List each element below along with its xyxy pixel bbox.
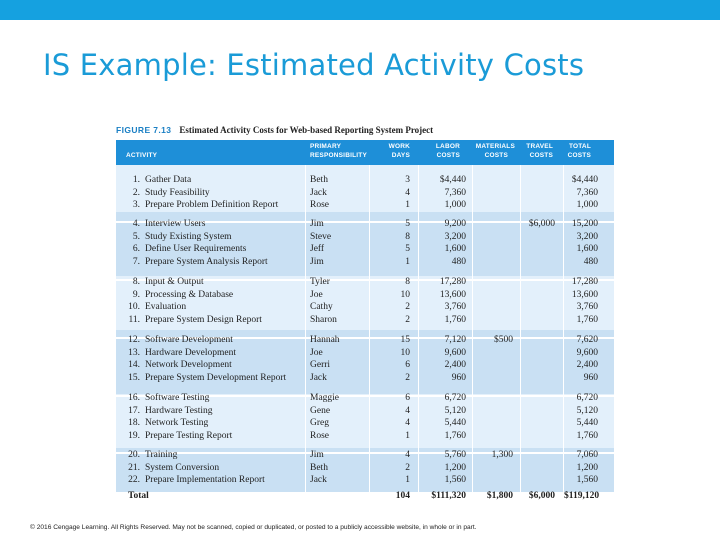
row-total-cost: 13,600 [571,289,598,300]
row-number: 13. [128,347,140,358]
row-work-days: 8 [405,231,410,242]
total-travel-cost: $6,000 [528,491,555,501]
row-total-cost: 1,760 [576,315,598,326]
figure-caption-text: Estimated Activity Costs for Web-based Reporting System Project [179,125,434,135]
row-responsibility: Jeff [310,244,325,255]
row-total-cost: 5,440 [576,418,598,429]
row-labor-cost: 5,760 [444,450,466,460]
row-labor-cost: 7,360 [444,187,466,198]
row-labor-cost: 6,720 [444,393,466,403]
header-labor-line2: COSTS [436,152,460,159]
row-number: 22. [128,475,140,486]
header-work-days-line2: DAYS [391,152,410,159]
row-total-cost: 15,200 [571,219,598,229]
row-total-cost: 960 [583,373,598,384]
row-labor-cost: 13,600 [439,289,466,300]
row-activity: Gather Data [145,175,192,185]
row-responsibility: Rose [310,431,329,442]
row-responsibility: Jim [310,257,324,268]
row-work-days: 2 [405,373,410,384]
total-cost: $119,120 [564,491,600,501]
row-materials-cost: 1,300 [491,450,513,460]
row-responsibility: Sharon [310,315,337,326]
row-work-days: 6 [405,360,410,371]
header-travel-line2: COSTS [529,152,553,159]
row-labor-cost: 1,200 [444,462,466,473]
header-materials-line2: COSTS [484,152,508,159]
header-travel-line1: TRAVEL [526,143,553,150]
row-total-cost: 5,120 [576,405,598,416]
row-work-days: 4 [405,450,410,460]
row-activity: Interview Users [145,219,206,229]
row-number: 20. [128,450,140,460]
row-labor-cost: 5,120 [444,405,466,416]
row-work-days: 1 [405,200,410,211]
row-number: 6. [132,244,140,255]
row-number: 3. [132,200,140,211]
table-header [116,140,614,165]
row-labor-cost: 9,600 [444,347,466,358]
row-total-cost: 480 [583,257,598,268]
row-number: 14. [128,360,140,371]
header-responsibility-line2: RESPONSIBILITY [310,152,367,159]
row-responsibility: Jim [310,450,324,460]
row-work-days: 1 [405,431,410,442]
row-labor-cost: 7,120 [444,335,466,345]
row-number: 16. [128,393,140,403]
row-work-days: 15 [400,335,410,345]
row-responsibility: Steve [310,231,332,242]
row-work-days: 6 [405,393,410,403]
row-responsibility: Jim [310,219,324,229]
row-work-days: 2 [405,462,410,473]
row-materials-cost: $500 [494,335,513,345]
row-labor-cost: 1,600 [444,244,466,255]
row-number: 2. [132,187,140,198]
header-work-days-line1: WORK [388,143,410,150]
row-activity: Prepare System Development Report [145,373,287,384]
row-work-days: 5 [405,219,410,229]
row-labor-cost: 5,440 [444,418,466,429]
row-number: 11. [128,315,140,326]
slide-title: IS Example: Estimated Activity Costs [43,48,585,82]
row-responsibility: Jack [310,475,327,486]
row-responsibility: Tyler [310,277,330,287]
row-responsibility: Joe [310,289,323,300]
row-total-cost: 7,060 [576,450,598,460]
row-activity: Prepare System Design Report [145,315,262,326]
row-activity: Hardware Development [145,347,237,358]
row-total-cost: 1,200 [576,462,598,473]
row-activity: Network Development [145,360,232,371]
row-number: 17. [128,405,140,416]
activity-costs-table [116,140,614,501]
total-labor-cost: $111,320 [431,491,466,501]
header-materials-line1: MATERIALS [475,143,515,150]
row-work-days: 4 [405,187,410,198]
row-activity: Study Feasibility [145,187,210,198]
row-work-days: 4 [405,405,410,416]
row-total-cost: 1,600 [576,244,598,255]
row-work-days: 5 [405,244,410,255]
row-work-days: 4 [405,418,410,429]
row-labor-cost: $4,440 [439,175,466,185]
row-total-cost: 7,620 [576,335,598,345]
row-responsibility: Gerri [310,360,331,371]
row-total-cost: 2,400 [576,360,598,371]
row-labor-cost: 1,560 [444,475,466,486]
figure-7-13 [116,124,614,501]
header-total-line2: COSTS [567,152,591,159]
row-work-days: 3 [405,175,410,185]
row-number: 19. [128,431,140,442]
row-activity: Define User Requirements [145,244,247,255]
row-labor-cost: 480 [451,257,466,268]
row-total-cost: 6,720 [576,393,598,403]
row-work-days: 8 [405,277,410,287]
row-number: 7. [132,257,140,268]
row-work-days: 10 [400,347,410,358]
row-number: 1. [132,175,140,185]
column-divider [520,140,521,492]
row-number: 5. [132,231,140,242]
row-work-days: 1 [405,257,410,268]
header-labor-line1: LABOR [435,143,460,150]
row-activity: Software Development [145,335,233,345]
row-activity: Processing & Database [145,289,234,300]
column-divider [305,140,306,492]
row-number: 12. [128,335,140,345]
row-activity: Input & Output [145,277,204,287]
total-materials-cost: $1,800 [486,491,513,501]
row-activity: Study Existing System [145,231,232,242]
row-responsibility: Greg [310,418,329,429]
header-responsibility-line1: PRIMARY [310,143,342,150]
row-work-days: 2 [405,315,410,326]
group-separator [116,452,614,454]
total-work-days: 104 [395,491,410,501]
row-labor-cost: 1,760 [444,315,466,326]
row-work-days: 10 [400,289,410,300]
row-responsibility: Jack [310,187,327,198]
row-responsibility: Beth [310,175,328,185]
row-labor-cost: 1,000 [444,200,466,211]
row-total-cost: 3,760 [576,302,598,313]
row-travel-cost: $6,000 [528,219,555,229]
column-divider [472,140,473,492]
row-total-cost: 1,000 [576,200,598,211]
row-number: 9. [132,289,140,300]
row-activity: Network Testing [145,418,209,429]
figure-caption [116,124,614,140]
row-activity: Evaluation [145,302,187,313]
row-number: 15. [128,373,140,384]
row-activity: System Conversion [145,462,220,473]
row-responsibility: Hannah [310,335,340,345]
row-responsibility: Joe [310,347,323,358]
row-number: 4. [132,219,140,229]
row-labor-cost: 17,280 [439,277,466,287]
total-label: Total [128,491,149,501]
row-number: 8. [132,277,140,287]
row-activity: Training [145,450,178,460]
row-labor-cost: 2,400 [444,360,466,371]
row-responsibility: Gene [310,405,331,416]
top-accent-bar [0,0,720,20]
row-responsibility: Jack [310,373,327,384]
row-responsibility: Cathy [310,302,333,313]
row-activity: Prepare System Analysis Report [145,257,268,268]
copyright-footer: © 2016 Cengage Learning. All Rights Reserved. May not be scanned, copied or duplicated, or posted to a publicly accessible website, in whole or in part. [30,524,477,531]
row-total-cost: $4,440 [571,175,598,185]
row-work-days: 2 [405,302,410,313]
row-number: 10. [128,302,140,313]
row-responsibility: Maggie [310,393,340,403]
row-activity: Hardware Testing [145,405,213,416]
row-labor-cost: 3,200 [444,231,466,242]
row-labor-cost: 1,760 [444,431,466,442]
row-responsibility: Beth [310,462,328,473]
row-number: 18. [128,418,140,429]
row-activity: Prepare Implementation Report [145,475,265,486]
row-total-cost: 3,200 [576,231,598,242]
row-work-days: 1 [405,475,410,486]
row-total-cost: 9,600 [576,347,598,358]
row-total-cost: 1,560 [576,475,598,486]
row-responsibility: Rose [310,200,329,211]
row-labor-cost: 960 [451,373,466,384]
header-activity: ACTIVITY [126,152,158,159]
row-total-cost: 7,360 [576,187,598,198]
header-total-line1: TOTAL [568,143,591,150]
row-total-cost: 17,280 [571,277,598,287]
row-labor-cost: 9,200 [444,219,466,229]
row-number: 21. [128,462,140,473]
row-total-cost: 1,760 [576,431,598,442]
row-activity: Prepare Testing Report [145,431,233,442]
figure-label: FIGURE 7.13 [116,125,172,135]
row-activity: Prepare Problem Definition Report [145,200,279,211]
row-labor-cost: 3,760 [444,302,466,313]
row-activity: Software Testing [145,393,210,403]
